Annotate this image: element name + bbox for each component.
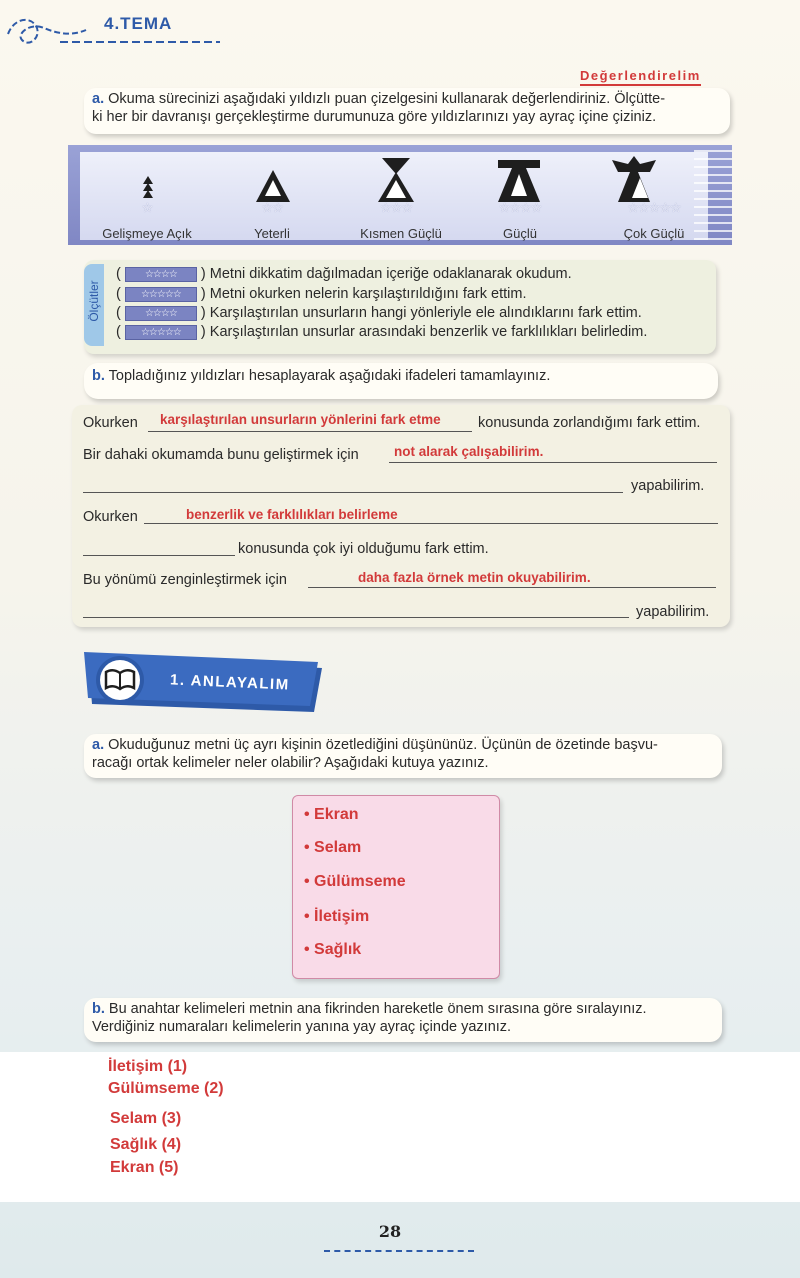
keyword-text: Selam <box>314 839 362 856</box>
criteria-text: Karşılaştırılan unsurlar arasındaki benzerlik ve farklılıkları belirledim. <box>209 324 648 340</box>
answer-line <box>83 492 623 493</box>
stars-level-5: ☆☆☆☆☆ <box>627 200 681 215</box>
criteria-row-1 <box>116 266 572 282</box>
stars-level-1: ☆ <box>141 200 153 215</box>
fill-line-7-suffix: yapabilirim. <box>636 604 710 620</box>
keyword-item: • Sağlık <box>304 941 362 958</box>
paren-close: ) <box>200 266 206 282</box>
ordered-item: İletişim (1) <box>108 1058 188 1075</box>
answer-line <box>148 431 472 432</box>
fill-line-1-prefix: Okurken <box>83 415 138 431</box>
level-label-2: Yeterli <box>254 226 290 241</box>
answer-2[interactable]: not alarak çalışabilirim. <box>394 444 544 459</box>
answer-line <box>389 462 717 463</box>
answer-line <box>83 555 235 556</box>
paren-close: ) <box>200 324 206 340</box>
page-number: 28 <box>378 1222 402 1241</box>
fill-line-4-prefix: Okurken <box>83 509 138 525</box>
ordered-item: Sağlık (4) <box>110 1136 182 1153</box>
criteria-row-3 <box>116 305 642 321</box>
question-text-line2: ki her bir davranışı gerçekleştirme durumunuza göre yıldızlarınızı yay ayraç içine çiziniz. <box>92 109 657 125</box>
question-text-line1: Okuma sürecinizi aşağıdaki yıldızlı puan çizelgesini kullanarak değerlendiriniz. Ölçütte- <box>108 91 666 107</box>
paren-close: ) <box>200 305 206 321</box>
criteria-text: Metni dikkatim dağılmadan içeriğe odaklanarak okudum. <box>209 266 572 282</box>
fill-line-3-suffix: yapabilirim. <box>631 478 705 494</box>
keyword-text: Sağlık <box>314 941 362 958</box>
paren-open: ( <box>116 266 121 282</box>
question-2b-box <box>84 998 722 1042</box>
question-2a-box <box>84 734 722 778</box>
star-box: ☆☆☆☆☆ <box>125 287 197 302</box>
criteria-text: Metni okurken nelerin karşılaştırıldığını fark ettim. <box>209 286 527 302</box>
star-box: ☆☆☆☆ <box>125 267 197 282</box>
star-box: ☆☆☆☆ <box>125 306 197 321</box>
ordered-item: Selam (3) <box>110 1110 182 1127</box>
question-letter: b. <box>92 1001 105 1017</box>
question-letter: a. <box>92 737 105 753</box>
theme-title: 4.TEMA <box>104 14 173 33</box>
ordered-item: Ekran (5) <box>110 1159 179 1176</box>
criteria-row-2 <box>116 286 527 302</box>
keyword-item: • Gülümseme <box>304 873 406 890</box>
level-label-5: Çok Güçlü <box>623 226 685 241</box>
criteria-tab <box>84 264 104 346</box>
answer-line <box>83 617 629 618</box>
keyword-item: • Ekran <box>304 806 359 823</box>
stars-level-3: ☆☆☆ <box>380 200 412 215</box>
section-tag: Değerlendirelim <box>580 68 701 86</box>
level-label-3: Kısmen Güçlü <box>360 226 442 241</box>
footer-dash-decoration <box>324 1250 474 1252</box>
answer-1[interactable]: karşılaştırılan unsurların yönlerini fark etme <box>160 412 441 427</box>
question-letter: a. <box>92 91 105 107</box>
section-title: 1. ANLAYALIM <box>169 671 291 694</box>
answer-line <box>308 587 716 588</box>
question-2a-line2: racağı ortak kelimeler neler olabilir? Aşağıdaki kutuya yazınız. <box>92 755 489 771</box>
paren-open: ( <box>116 286 121 302</box>
criteria-text: Karşılaştırılan unsurların hangi yönleriyle ele alındıklarını fark ettim. <box>209 305 642 321</box>
keyword-item: • İletişim <box>304 908 370 925</box>
keyword-text: Ekran <box>314 806 359 823</box>
star-box: ☆☆☆☆☆ <box>125 325 197 340</box>
question-b-text: Topladığınız yıldızları hesaplayarak aşağıdaki ifadeleri tamamlayınız. <box>108 368 551 384</box>
fill-in-box <box>72 405 730 627</box>
criteria-row-4 <box>116 324 647 340</box>
question-2b-line1: Bu anahtar kelimeleri metnin ana fikrinden hareketle önem sırasına göre sıralayınız. <box>108 1001 647 1017</box>
fill-line-1-suffix: konusunda zorlandığımı fark ettim. <box>478 415 701 431</box>
ordered-item: Gülümseme (2) <box>108 1080 224 1097</box>
fill-line-2-prefix: Bir dahaki okumamda bunu geliştirmek için <box>83 447 359 463</box>
motif-1-icon <box>143 176 153 198</box>
level-label-1: Gelişmeye Açık <box>102 226 192 241</box>
question-a-box <box>84 88 730 134</box>
question-2a-line1: Okuduğunuz metni üç ayrı kişinin özetlediğini düşününüz. Üçünün de özetinde başvu- <box>108 737 658 753</box>
criteria-tab-label: Ölçütler <box>87 280 101 322</box>
answer-line <box>144 523 718 524</box>
fill-line-6-prefix: Bu yönümü zenginleştirmek için <box>83 572 287 588</box>
question-b-box <box>84 363 718 399</box>
answer-3[interactable]: benzerlik ve farklılıkları belirleme <box>186 507 398 522</box>
paren-open: ( <box>116 324 121 340</box>
paren-close: ) <box>200 286 206 302</box>
keyword-item: • Selam <box>304 839 362 856</box>
answer-4[interactable]: daha fazla örnek metin okuyabilirim. <box>358 570 591 585</box>
question-letter: b. <box>92 368 105 384</box>
level-label-4: Güçlü <box>503 226 537 241</box>
stars-level-4: ☆☆☆☆ <box>498 200 542 215</box>
paren-open: ( <box>116 305 121 321</box>
keyword-text: Gülümseme <box>314 873 406 890</box>
fill-line-5-suffix: konusunda çok iyi olduğumu fark ettim. <box>238 541 489 557</box>
keyword-text: İletişim <box>314 908 370 925</box>
question-2b-line2: Verdiğiniz numaraları kelimelerin yanına yay ayraç içinde yazınız. <box>92 1019 512 1035</box>
stars-level-2: ☆☆ <box>261 200 283 215</box>
